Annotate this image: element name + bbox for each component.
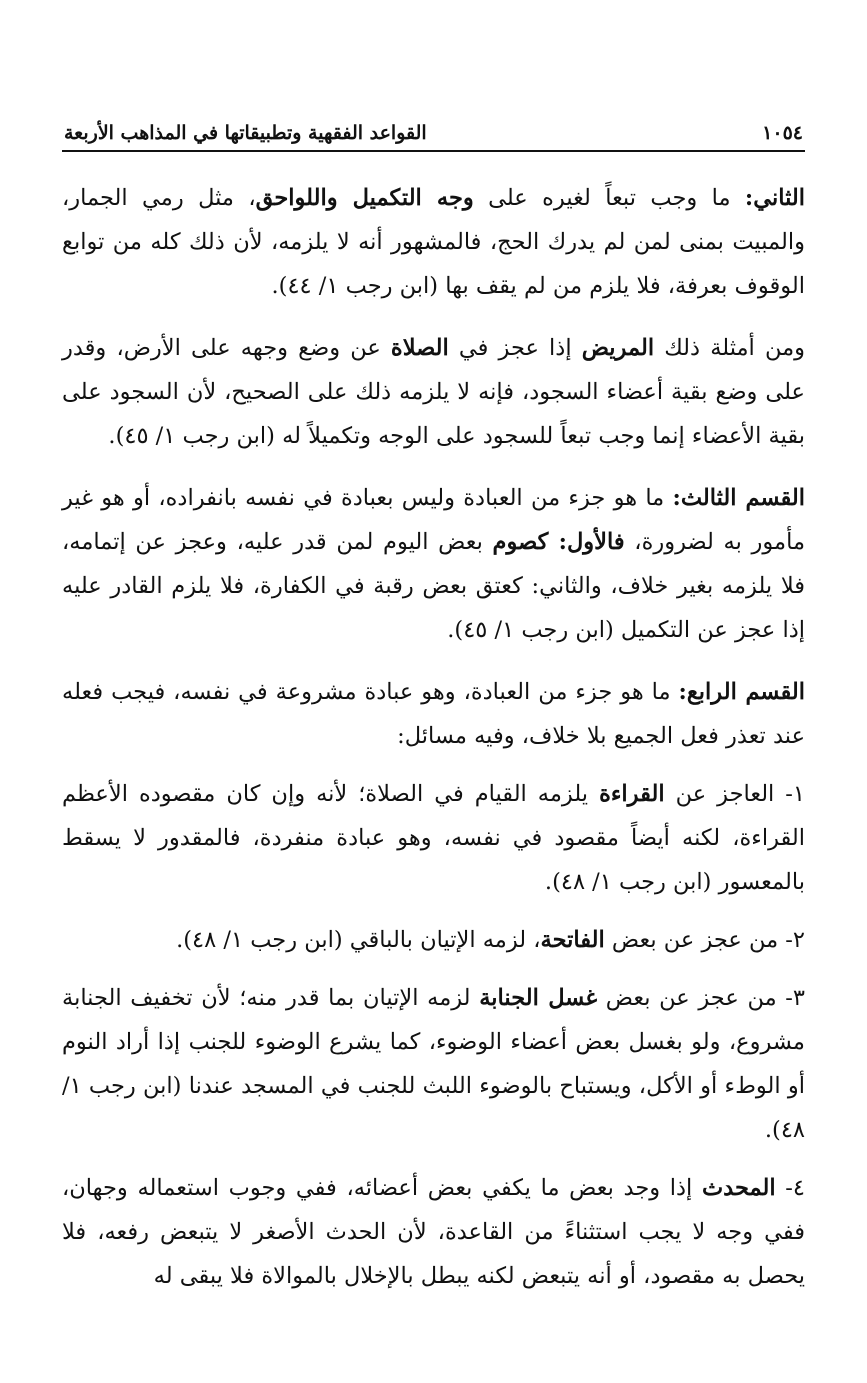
paragraph-text: ، لزمه الإتيان بالباقي (ابن رجب ١/ ٤٨).: [176, 927, 541, 953]
paragraph-third-section: [62, 476, 805, 652]
paragraph-lead: القسم الرابع:: [678, 679, 805, 705]
emphasis: فالأول: كصوم: [492, 529, 625, 555]
paragraph-text: إذا عجز في: [448, 335, 582, 361]
list-item-1: [62, 772, 805, 904]
emphasis: غسل الجنابة: [479, 985, 598, 1011]
emphasis: القراءة: [599, 781, 665, 807]
emphasis: الصلاة: [390, 335, 449, 361]
paragraph-text: لزمه الإتيان بما قدر منه؛ لأن تخفيف الجنابة مشروع، ولو بغسل بعض أعضاء الوضوء، كما يشرع الوضوء للجنب إذا أراد النوم أو الوطء أو الأكل، ويستباح بالوضوء اللبث للجنب في المسجد عندنا (ابن رجب ١/ ٤٨).: [62, 985, 805, 1143]
paragraph-text: ٤-: [775, 1175, 805, 1201]
paragraph-text: ٢- من عجز عن بعض: [604, 927, 805, 953]
paragraph-text: ما هو جزء من العبادة، وهو عبادة مشروعة في نفسه، فيجب فعله عند تعذر فعل الجميع بلا خلاف، وفيه مسائل:: [62, 679, 805, 749]
emphasis: المحدث: [701, 1175, 776, 1201]
page-number: ١٠٥٤: [762, 122, 803, 144]
paragraph-text: ما وجب تبعاً لغيره على: [473, 185, 745, 211]
page-body: [62, 176, 805, 1298]
paragraph-text: ومن أمثلة ذلك: [654, 335, 805, 361]
paragraph-lead: الثاني:: [744, 185, 805, 211]
paragraph-text: عن وضع وجهه على الأرض، وقدر على وضع بقية أعضاء السجود، فإنه لا يلزمه ذلك على الصحيح، لأن السجود على بقية الأعضاء إنما وجب تبعاً للسجود على الوجه وتكميلاً له (ابن رجب ١/ ٤٥).: [62, 335, 805, 449]
list-item-2: [62, 918, 805, 962]
header-divider: [62, 150, 805, 152]
book-page: [62, 110, 805, 1343]
running-header: [62, 110, 805, 144]
emphasis: المريض: [581, 335, 655, 361]
paragraph-text: ، مثل رمي الجمار، والمبيت بمنى لمن لم يدرك الحج، فالمشهور أنه لا يلزمه، لأن ذلك كله من توابع الوقوف بعرفة، فلا يلزم من لم يقف بها (ابن رجب ١/ ٤٤).: [62, 185, 805, 299]
paragraph-text: ١- العاجز عن: [664, 781, 805, 807]
paragraph-text: إذا وجد بعض ما يكفي بعض أعضائه، ففي وجوب استعماله وجهان، ففي وجه لا يجب استثناءً من القاعدة، لأن الحدث الأصغر لا يتبعض رفعه، فلا يحصل به مقصود، أو أنه يتبعض لكنه يبطل بالإخلال بالموالاة فلا يبقى له: [62, 1175, 805, 1289]
paragraph-text: بعض اليوم لمن قدر عليه، وعجز عن إتمامه، فلا يلزمه بغير خلاف، والثاني: كعتق بعض رقبة في الكفارة، فلا يلزم القادر عليه إذا عجز عن التكميل (ابن رجب ١/ ٤٥).: [62, 529, 805, 643]
list-item-3: [62, 976, 805, 1152]
paragraph-sick-example: [62, 326, 805, 458]
paragraph-lead: القسم الثالث:: [672, 485, 806, 511]
emphasis: وجه التكميل واللواحق: [255, 185, 474, 211]
paragraph-text: يلزمه القيام في الصلاة؛ لأنه وإن كان مقصوده الأعظم القراءة، لكنه أيضاً مقصود في نفسه، وهو عبادة منفردة، فالمقدور لا يسقط بالمعسور (ابن رجب ١/ ٤٨).: [62, 781, 805, 895]
paragraph-fourth-section: [62, 670, 805, 758]
list-item-4: [62, 1166, 805, 1298]
emphasis: الفاتحة: [540, 927, 605, 953]
paragraph-second-type: [62, 176, 805, 308]
paragraph-text: ٣- من عجز عن بعض: [597, 985, 806, 1011]
paragraph-text: ما هو جزء من العبادة وليس بعبادة في نفسه بانفراده، أو هو غير مأمور به لضرورة،: [62, 485, 805, 555]
book-title: القواعد الفقهية وتطبيقاتها في المذاهب الأربعة: [64, 122, 427, 144]
